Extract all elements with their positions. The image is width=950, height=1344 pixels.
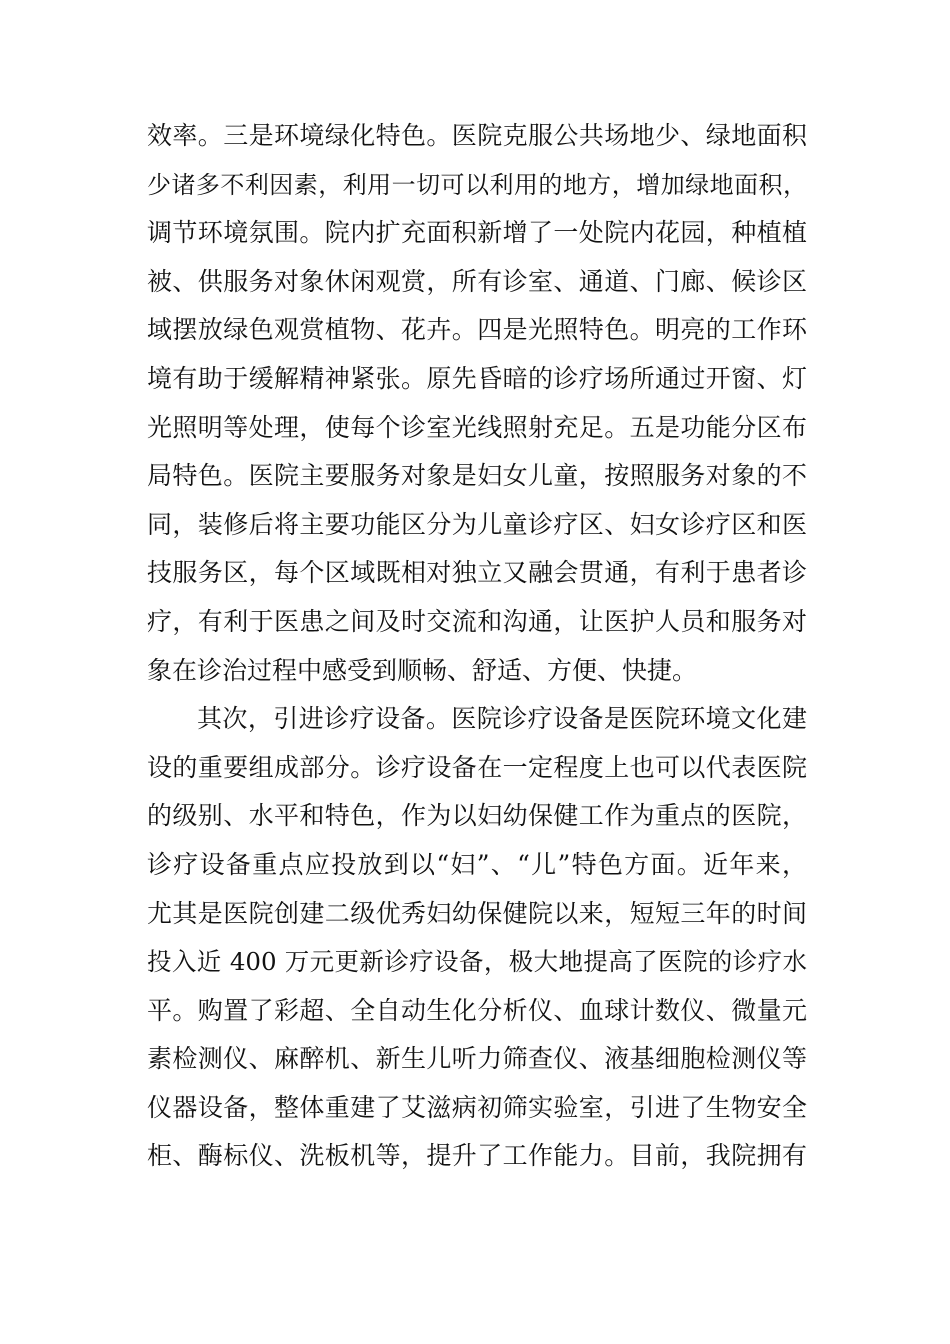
text-line: 疗，有利于医患之间及时交流和沟通，让医护人员和服务对 xyxy=(147,606,807,636)
text-line: 仪器设备，整体重建了艾滋病初筛实验室，引进了生物安全 xyxy=(147,1092,807,1122)
text-line: 境有助于缓解精神紧张。原先昏暗的诊疗场所通过开窗、灯 xyxy=(147,363,807,393)
paragraph-first-line: 其次，引进诊疗设备。医院诊疗设备是医院环境文化建 xyxy=(197,704,807,734)
text-line: 诊疗设备重点应投放到以“妇”、“儿”特色方面。近年来， xyxy=(147,849,807,879)
text-line: 柜、酶标仪、洗板机等，提升了工作能力。目前，我院拥有 xyxy=(147,1141,807,1171)
text-line: 素检测仪、麻醉机、新生儿听力筛查仪、液基细胞检测仪等 xyxy=(147,1044,807,1074)
text-line: 调节环境氛围。院内扩充面积新增了一处院内花园，种植植 xyxy=(147,218,807,248)
text-line: 域摆放绿色观赏植物、花卉。四是光照特色。明亮的工作环 xyxy=(147,315,807,345)
text-line: 效率。三是环境绿化特色。医院克服公共场地少、绿地面积 xyxy=(147,121,807,150)
text-line: 设的重要组成部分。诊疗设备在一定程度上也可以代表医院 xyxy=(147,752,807,782)
paragraph-last-line: 象在诊治过程中感受到顺畅、舒适、方便、快捷。 xyxy=(147,655,698,685)
text-line: 被、供服务对象休闲观赏，所有诊室、通道、门廊、候诊区 xyxy=(147,266,807,296)
text-line: 平。购置了彩超、全自动生化分析仪、血球计数仪、微量元 xyxy=(147,995,807,1025)
text-line: 投入近 400 万元更新诊疗设备，极大地提高了医院的诊疗水 xyxy=(147,947,807,977)
text-line: 少诸多不利因素，利用一切可以利用的地方，增加绿地面积， xyxy=(147,170,807,199)
body-text xyxy=(147,112,807,1181)
text-line: 光照明等处理，使每个诊室光线照射充足。五是功能分区布 xyxy=(147,412,807,442)
text-line: 同，装修后将主要功能区分为儿童诊疗区、妇女诊疗区和医 xyxy=(147,509,807,539)
text-line: 尤其是医院创建二级优秀妇幼保健院以来，短短三年的时间 xyxy=(147,898,807,928)
text-line: 技服务区，每个区域既相对独立又融会贯通，有利于患者诊 xyxy=(147,558,807,588)
text-line: 局特色。医院主要服务对象是妇女儿童，按照服务对象的不 xyxy=(147,461,807,491)
text-line: 的级别、水平和特色，作为以妇幼保健工作为重点的医院， xyxy=(147,801,807,831)
